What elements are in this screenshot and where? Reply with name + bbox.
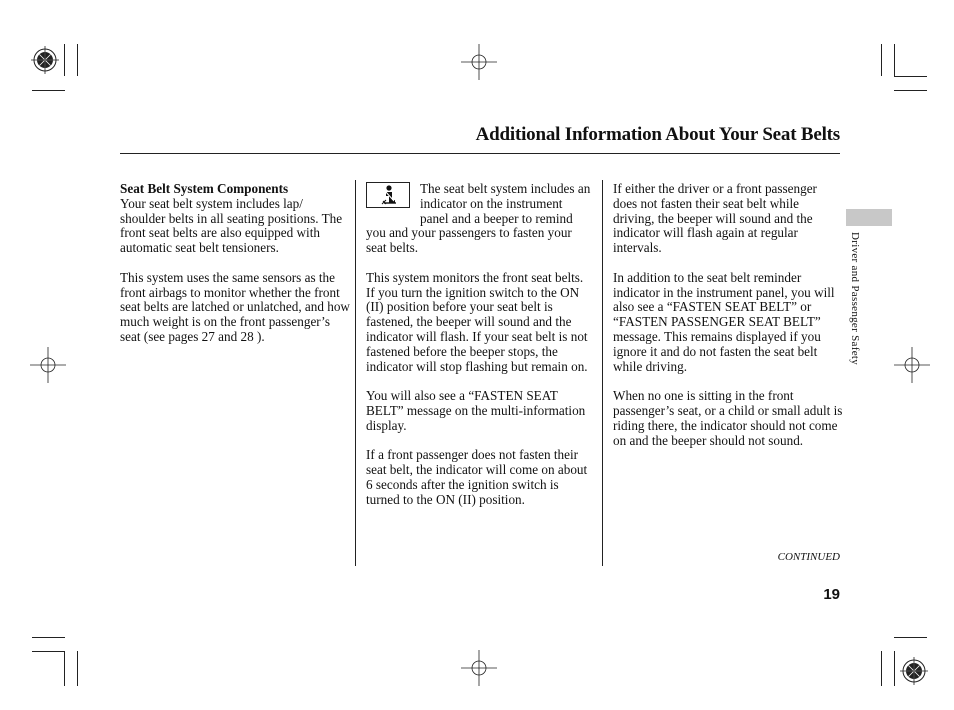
crop-mark: [32, 90, 65, 91]
left-column: [120, 182, 350, 360]
crop-mark: [894, 637, 927, 638]
crosshair-icon: [894, 347, 930, 383]
page-title: Additional Information About Your Seat Belts: [475, 124, 840, 145]
section-heading: Seat Belt System Components: [120, 181, 289, 196]
crosshair-icon: [30, 347, 66, 383]
seat-belt-reminder-icon: [366, 182, 410, 208]
paragraph: [366, 182, 592, 256]
paragraph: If either the driver or a front passenger does not fasten their seat belt while driving, the beeper will sound and the indicator will flash again at regular intervals.: [613, 181, 817, 256]
right-column: [613, 182, 843, 463]
section-tab: [846, 209, 892, 226]
column-divider: [355, 180, 356, 566]
crop-mark: [32, 651, 65, 652]
paragraph: In addition to the seat belt reminder indicator in the instrument panel, you will also see a “FASTEN SEAT BELT” or “FASTEN PASSENGER SEAT BELT” message. This remains displayed if you ignore it and do not fasten the seat belt while driving.: [613, 269, 835, 374]
paragraph-text: Your seat belt system includes lap/ shoulder belts in all seating positions. The front seat belts are also equipped with automatic seat belt tensioners.: [120, 195, 343, 256]
crop-mark: [77, 44, 78, 76]
page-number: 19: [823, 586, 840, 603]
crop-mark: [894, 651, 895, 686]
continued-label: CONTINUED: [777, 551, 840, 563]
crop-mark: [881, 651, 882, 686]
crop-mark: [64, 44, 65, 76]
registration-target-icon: [30, 45, 60, 75]
paragraph-text: The seat belt system includes an indicator on the instrument panel and a beeper to remind you and your passengers to fasten your seat belts.: [366, 181, 591, 256]
crop-mark: [894, 90, 927, 91]
paragraph: [120, 182, 350, 256]
middle-column: [366, 182, 592, 522]
column-divider: [602, 180, 603, 566]
crop-mark: [32, 637, 65, 638]
title-rule: [120, 153, 840, 154]
paragraph: When no one is sitting in the front passenger’s seat, or a child or small adult is riding there, the indicator should not come on and the beeper should not sound.: [613, 388, 843, 448]
paragraph: You will also see a “FASTEN SEAT BELT” message on the multi-information display.: [366, 388, 586, 433]
crop-mark: [77, 651, 78, 686]
crop-mark: [894, 76, 927, 77]
registration-target-icon: [899, 656, 929, 686]
paragraph: If a front passenger does not fasten their seat belt, the indicator will come on about 6 seconds after the ignition switch is turned to the ON (II) position.: [366, 447, 588, 507]
crop-mark: [894, 44, 895, 76]
paragraph: This system monitors the front seat belts. If you turn the ignition switch to the ON (II) position before your seat belt is fastened, the beeper will sound and the indicator will flash. If your seat belt is not fastened before the beeper stops, the indicator will stop flashing but remain on.: [366, 269, 588, 374]
crop-mark: [881, 44, 882, 76]
section-tab-label: Driver and Passenger Safety: [849, 232, 861, 366]
crop-mark: [64, 651, 65, 686]
crosshair-icon: [461, 44, 497, 80]
paragraph: This system uses the same sensors as the front airbags to monitor whether the front seat belts are latched or unlatched, and how much weight is on the front passenger’s seat (see pages 27 and 28 ).: [120, 269, 350, 344]
crosshair-icon: [461, 650, 497, 686]
